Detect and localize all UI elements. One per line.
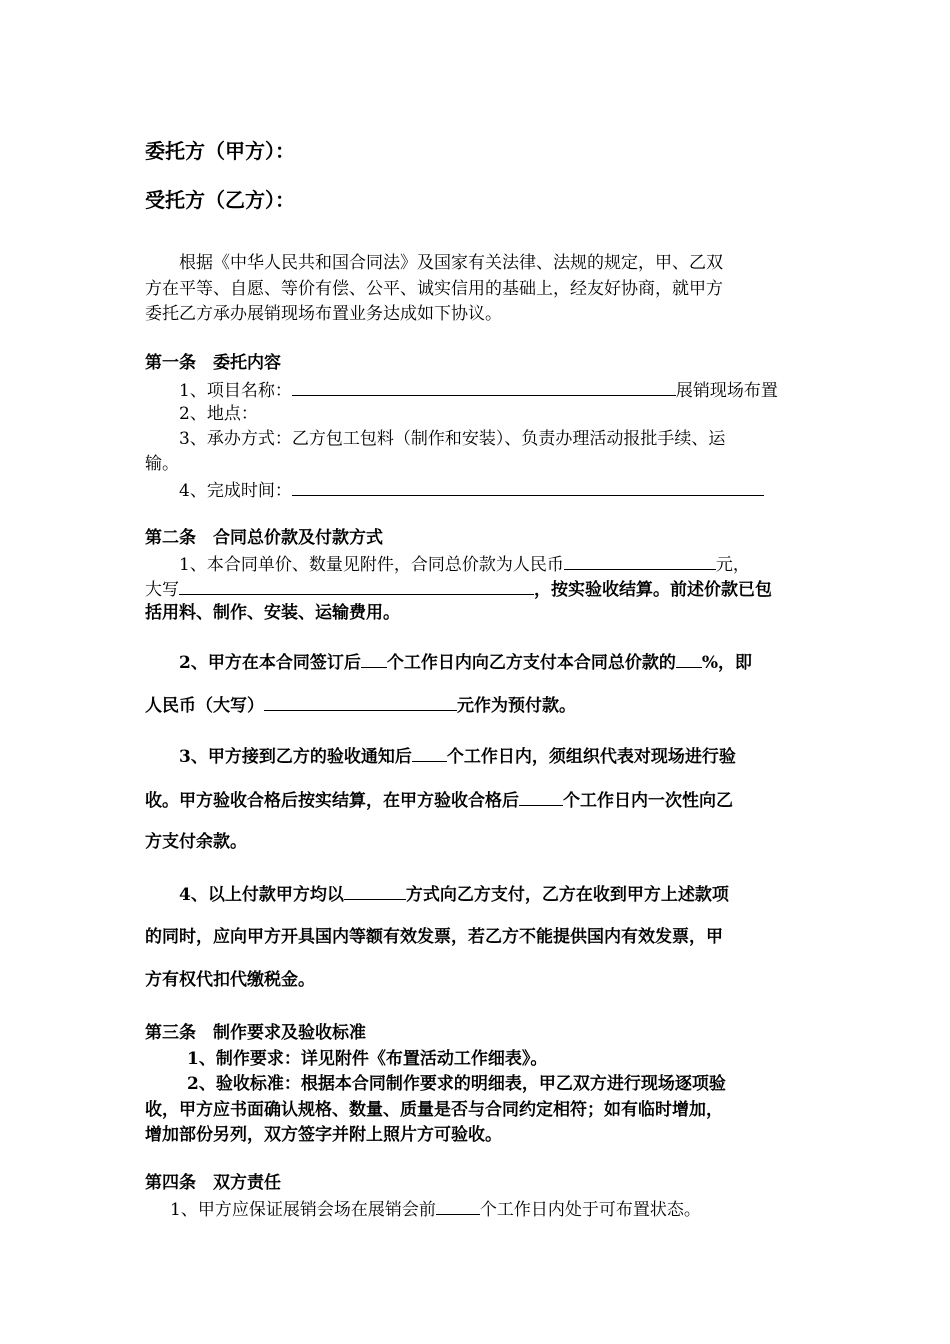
location-item: 2、地点： bbox=[179, 404, 258, 424]
price-includes-line: 括用料、制作、安装、运输费用。 bbox=[145, 603, 400, 623]
preamble-line: 方在平等、自愿、等价有偿、公平、诚实信用的基础上，经友好协商，就甲方 bbox=[145, 279, 723, 299]
payment-method-text-a: 4、以上付款甲方均以 bbox=[179, 885, 344, 905]
advance-text-a: 2、甲方在本合同签订后 bbox=[179, 653, 361, 673]
payment-method-blank[interactable] bbox=[344, 882, 406, 900]
completion-time-item bbox=[179, 478, 764, 502]
capital-label: 大写 bbox=[145, 580, 179, 600]
project-name-label: 1、项目名称： bbox=[179, 381, 292, 401]
total-price-text: 1、本合同单价、数量见附件，合同总价款为人民币 bbox=[179, 555, 564, 575]
yuan-text: 元， bbox=[715, 555, 750, 575]
method-item: 3、承办方式：乙方包工包料（制作和安装）、负责办理活动报批手续、运 bbox=[179, 429, 726, 449]
advance-text-b: 个工作日内向乙方支付本合同总价款的 bbox=[386, 653, 676, 673]
acceptance-days-blank[interactable] bbox=[412, 744, 447, 762]
amount-words-line bbox=[145, 577, 772, 601]
invoice-line: 的同时，应向甲方开具国内等额有效发票，若乙方不能提供国内有效发票，甲 bbox=[145, 927, 723, 947]
preamble-line: 根据《中华人民共和国合同法》及国家有关法律、法规的规定，甲、乙双 bbox=[179, 253, 723, 273]
venue-days-blank[interactable] bbox=[436, 1197, 480, 1215]
acceptance-text-b: 个工作日内，须组织代表对现场进行验 bbox=[446, 747, 736, 767]
article-title: 第四条 双方责任 bbox=[145, 1173, 281, 1193]
acceptance-standard-cont: 收，甲方应书面确认规格、数量、质量是否与合同约定相符；如有临时增加， bbox=[145, 1100, 723, 1120]
article-title: 第二条 合同总价款及付款方式 bbox=[145, 528, 383, 548]
payment-method-line bbox=[179, 882, 729, 906]
settlement-text-a: 收。甲方验收合格后按实结算，在甲方验收合格后 bbox=[145, 791, 519, 811]
project-name-suffix: 展销现场布置 bbox=[675, 381, 778, 401]
venue-ready-text-a: 1、甲方应保证展销会场在展销会前 bbox=[170, 1200, 436, 1220]
acceptance-standard: 2、验收标准：根据本合同制作要求的明细表，甲乙双方进行现场逐项验 bbox=[187, 1074, 726, 1094]
project-name-item bbox=[179, 378, 778, 402]
project-name-blank[interactable] bbox=[292, 378, 676, 396]
acceptance-line bbox=[179, 744, 736, 768]
balance-line: 方支付余款。 bbox=[145, 832, 247, 852]
contractor-party-label: 受托方（乙方）： bbox=[145, 188, 295, 212]
amount-words-blank[interactable] bbox=[179, 577, 534, 595]
total-price-blank[interactable] bbox=[564, 552, 716, 570]
settlement-line bbox=[145, 788, 733, 812]
tax-line: 方有权代扣代缴税金。 bbox=[145, 970, 315, 990]
advance-text-c: %，即 bbox=[701, 653, 752, 673]
venue-ready-text-b: 个工作日内处于可布置状态。 bbox=[479, 1200, 701, 1220]
client-party-label: 委托方（甲方）： bbox=[145, 139, 295, 163]
advance-payment-line bbox=[179, 650, 752, 674]
advance-suffix: 元作为预付款。 bbox=[457, 696, 576, 716]
production-requirement: 1、制作要求：详见附件《布置活动工作细表》。 bbox=[187, 1049, 548, 1069]
article-title: 第三条 制作要求及验收标准 bbox=[145, 1023, 366, 1043]
days-blank[interactable] bbox=[361, 650, 387, 668]
acceptance-text-a: 3、甲方接到乙方的验收通知后 bbox=[179, 747, 412, 767]
advance-amount-blank[interactable] bbox=[264, 693, 457, 711]
method-item-cont: 输。 bbox=[145, 454, 179, 474]
article-title: 第一条 委托内容 bbox=[145, 353, 281, 373]
balance-days-blank[interactable] bbox=[519, 788, 563, 806]
percent-blank[interactable] bbox=[676, 650, 702, 668]
rmb-label: 人民币（大写） bbox=[145, 696, 264, 716]
venue-ready-line bbox=[170, 1197, 701, 1221]
settlement-text: ，按实验收结算。前述价款已包 bbox=[534, 580, 772, 600]
preamble-line: 委托乙方承办展销现场布置业务达成如下协议。 bbox=[145, 304, 502, 324]
completion-time-blank[interactable] bbox=[292, 478, 764, 496]
payment-method-text-b: 方式向乙方支付，乙方在收到甲方上述款项 bbox=[405, 885, 729, 905]
settlement-text-b: 个工作日内一次性向乙 bbox=[563, 791, 733, 811]
acceptance-standard-cont: 增加部份另列，双方签字并附上照片方可验收。 bbox=[145, 1125, 502, 1145]
advance-rmb-line bbox=[145, 693, 576, 717]
completion-time-label: 4、完成时间： bbox=[179, 481, 292, 501]
total-price-line bbox=[179, 552, 750, 576]
